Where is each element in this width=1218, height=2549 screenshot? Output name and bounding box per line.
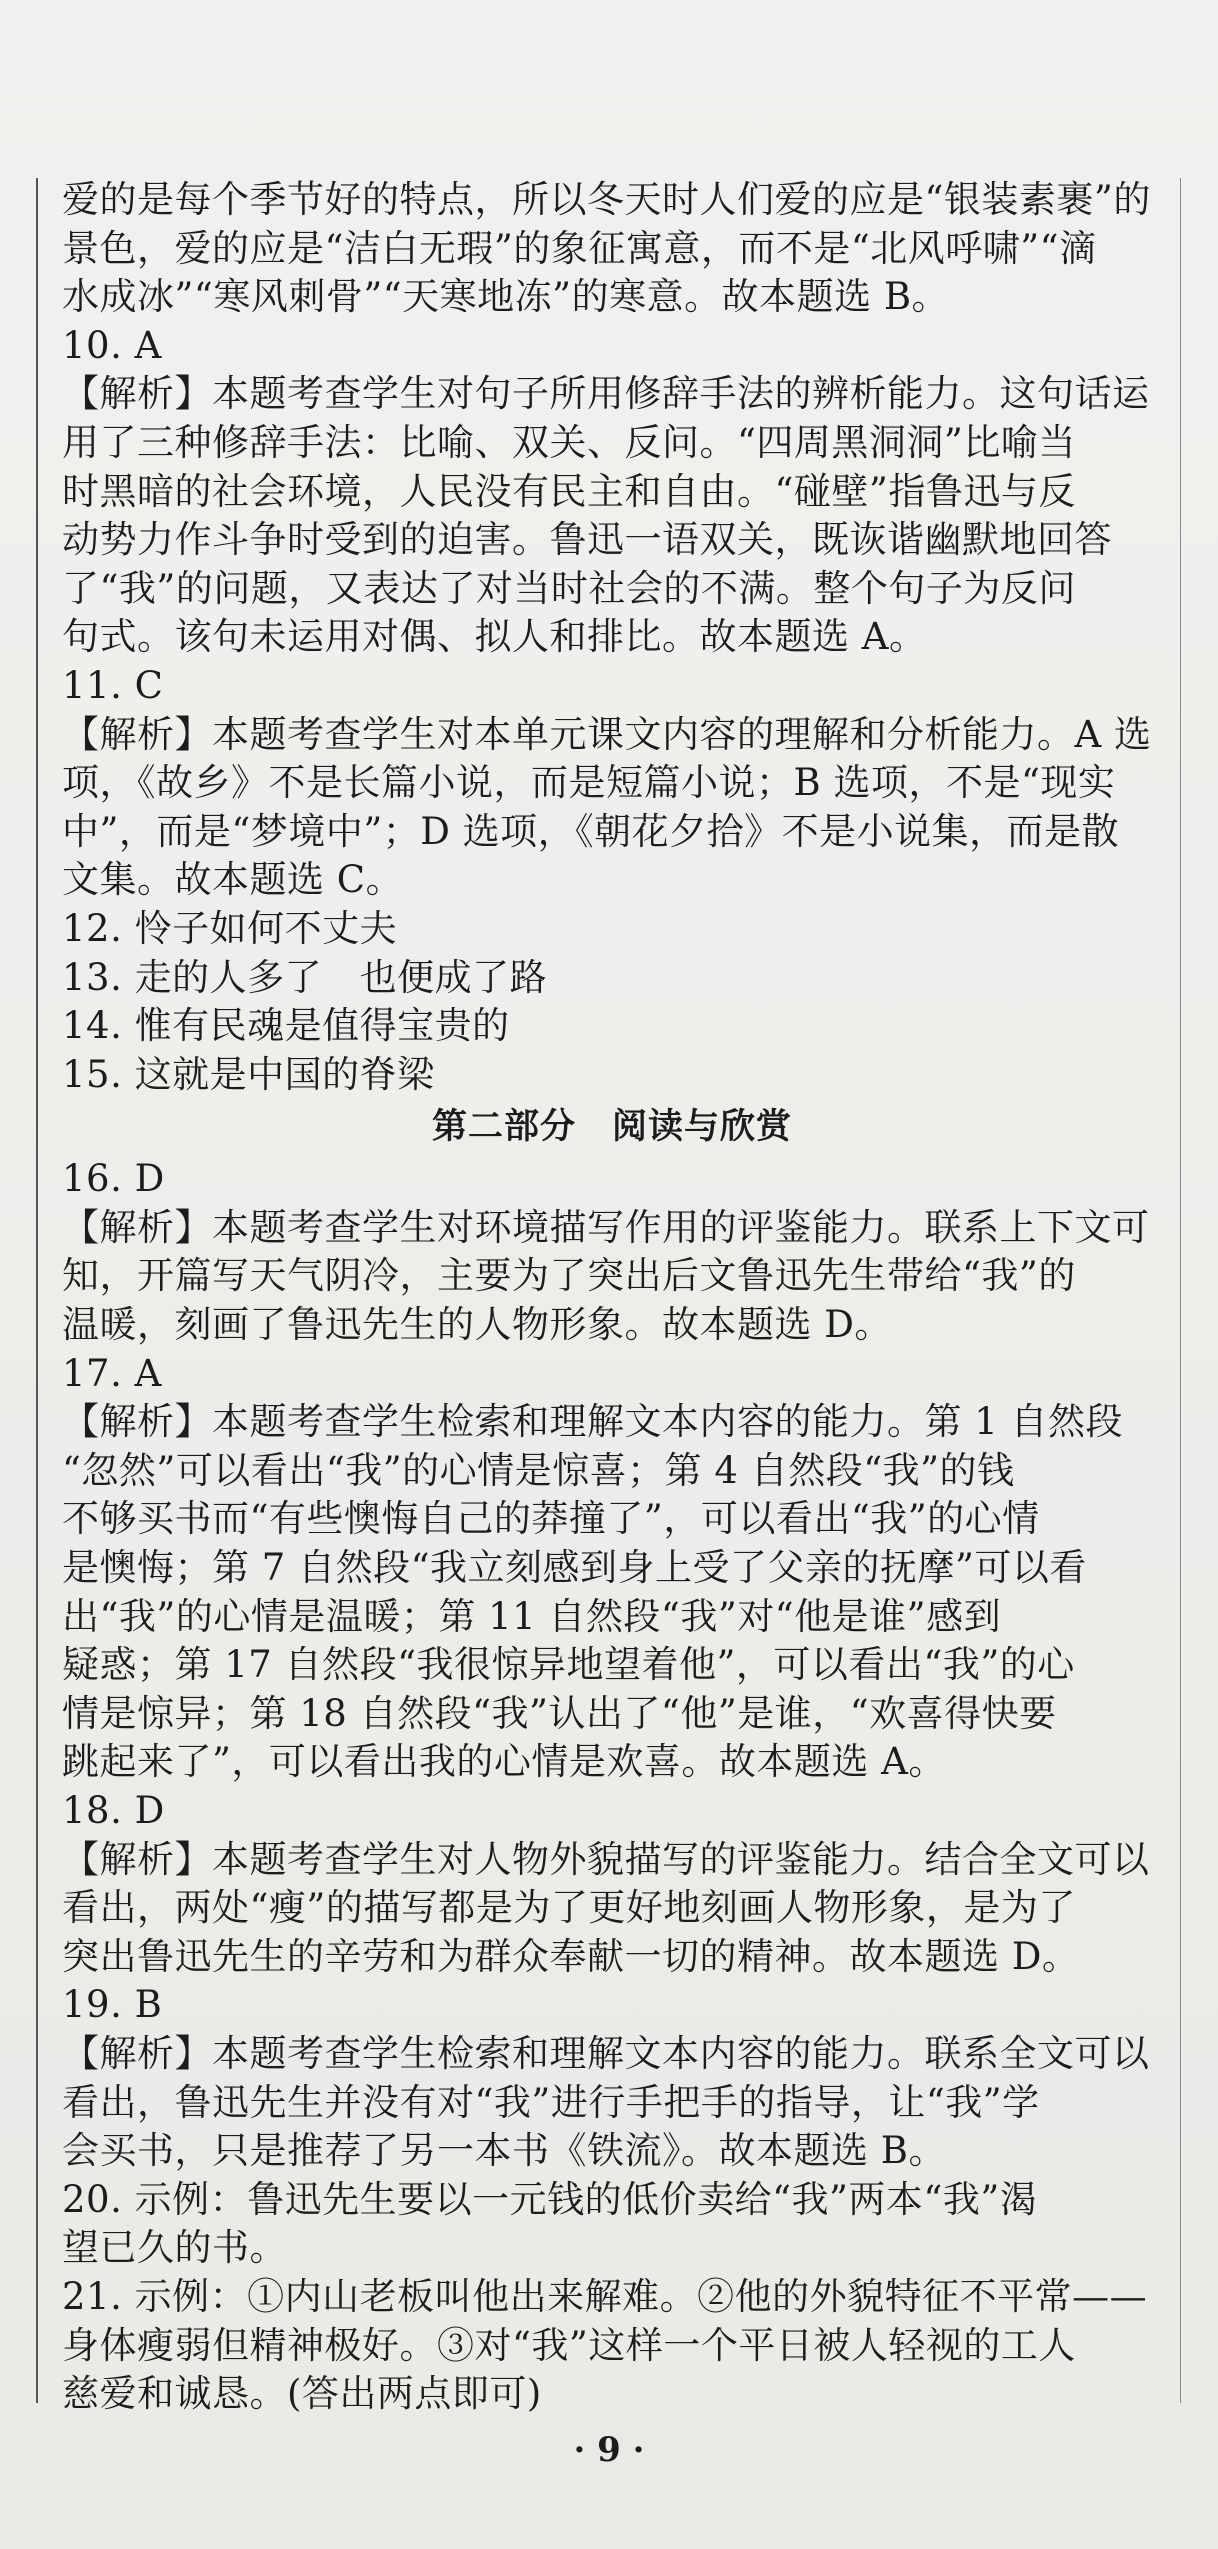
- text-line: “忽然”可以看出“我”的心情是惊喜；第 4 自然段“我”的钱: [62, 1448, 1015, 1492]
- text-line: 时黑暗的社会环境，人民没有民主和自由。“碰壁”指鲁迅与反: [62, 469, 1076, 513]
- analysis-line: 【解析】本题考查学生检索和理解文本内容的能力。联系全文可以: [62, 2031, 1150, 2075]
- page-number: · 9 ·: [573, 2430, 645, 2470]
- analysis-line: 【解析】本题考查学生对本单元课文内容的理解和分析能力。A 选: [62, 712, 1152, 756]
- answer-line: 21. 示例：①内山老板叫他出来解难。②他的外貌特征不平常——: [62, 2274, 1148, 2318]
- text-line: 看出，鲁迅先生并没有对“我”进行手把手的指导，让“我”学: [62, 2080, 1040, 2124]
- answer-number: 11. C: [62, 663, 164, 707]
- analysis-line: 【解析】本题考查学生对人物外貌描写的评鉴能力。结合全文可以: [62, 1837, 1150, 1881]
- text-line: 了“我”的问题，又表达了对当时社会的不满。整个句子为反问: [62, 566, 1076, 610]
- answer-text-body: [62, 176, 1162, 2419]
- analysis-line: 【解析】本题考查学生对环境描写作用的评鉴能力。联系上下文可: [62, 1205, 1150, 1249]
- answer-line: 20. 示例：鲁迅先生要以一元钱的低价卖给“我”两本“我”渴: [62, 2177, 1038, 2221]
- answer-line: 13. 走的人多了 也便成了路: [62, 955, 548, 999]
- right-margin-rule: [1180, 178, 1181, 2403]
- text-line: 动势力作斗争时受到的迫害。鲁迅一语双关，既诙谐幽默地回答: [62, 518, 1112, 562]
- text-line: 文集。故本题选 C。: [62, 858, 404, 902]
- text-line: 句式。该句未运用对偶、拟人和排比。故本题选 A。: [62, 615, 927, 659]
- answer-number: 10. A: [62, 323, 162, 367]
- text-line: 温暖，刻画了鲁迅先生的人物形象。故本题选 D。: [62, 1303, 892, 1347]
- text-line: 突出鲁迅先生的辛劳和为群众奉献一切的精神。故本题选 D。: [62, 1934, 1080, 1978]
- answer-line: 12. 怜子如何不丈夫: [62, 906, 398, 950]
- text-line: 会买书，只是推荐了另一本书《铁流》。故本题选 B。: [62, 2129, 946, 2173]
- text-line: 知，开篇写天气阴冷，主要为了突出后文鲁迅先生带给“我”的: [62, 1254, 1076, 1298]
- text-line: 用了三种修辞手法：比喻、双关、反问。“四周黑洞洞”比喻当: [62, 420, 1076, 464]
- analysis-line: 【解析】本题考查学生检索和理解文本内容的能力。第 1 自然段: [62, 1400, 1124, 1444]
- text-line: 出“我”的心情是温暖；第 11 自然段“我”对“他是谁”感到: [62, 1594, 1002, 1638]
- answer-number: 19. B: [62, 1983, 163, 2027]
- text-line: 疑惑；第 17 自然段“我很惊异地望着他”，可以看出“我”的心: [62, 1643, 1075, 1687]
- text-line: 景色，爱的应是“洁白无瑕”的象征寓意，而不是“北风呼啸”“滴: [62, 226, 1097, 270]
- left-margin-rule: [36, 178, 38, 2403]
- text-line: 爱的是每个季节好的特点，所以冬天时人们爱的应是“银装素裹”的: [62, 178, 1151, 221]
- answer-number: 16. D: [62, 1157, 165, 1201]
- text-line: 是懊悔；第 7 自然段“我立刻感到身上受了父亲的抚摩”可以看: [62, 1546, 1087, 1590]
- text-line: 慈爱和诚恳。(答出两点即可): [62, 2372, 542, 2416]
- text-line: 不够买书而“有些懊悔自己的莽撞了”，可以看出“我”的心情: [62, 1497, 1040, 1541]
- text-line: 望已久的书。: [62, 2226, 287, 2270]
- text-line: 跳起来了”，可以看出我的心情是欢喜。故本题选 A。: [62, 1740, 946, 1784]
- answer-line: 15. 这就是中国的脊梁: [62, 1052, 435, 1096]
- section-heading: 第二部分 阅读与欣赏: [431, 1107, 792, 1148]
- text-line: 情是惊异；第 18 自然段“我”认出了“他”是谁，“欢喜得快要: [62, 1691, 1057, 1735]
- analysis-line: 【解析】本题考查学生对句子所用修辞手法的辨析能力。这句话运: [62, 372, 1150, 416]
- text-line: 身体瘦弱但精神极好。③对“我”这样一个平日被人轻视的工人: [62, 2323, 1076, 2367]
- text-line: 项，《故乡》不是长篇小说，而是短篇小说；B 选项，不是“现实: [62, 761, 1116, 805]
- text-line: 水成冰”“寒风刺骨”“天寒地冻”的寒意。故本题选 B。: [62, 275, 950, 319]
- text-line: 看出，两处“瘦”的描写都是为了更好地刻画人物形象，是为了: [62, 1886, 1076, 1930]
- answer-line: 14. 惟有民魂是值得宝贵的: [62, 1004, 510, 1048]
- answer-number: 18. D: [62, 1789, 165, 1832]
- text-line: 中”，而是“梦境中”；D 选项，《朝花夕拾》不是小说集，而是散: [62, 809, 1120, 853]
- answer-number: 17. A: [62, 1351, 162, 1395]
